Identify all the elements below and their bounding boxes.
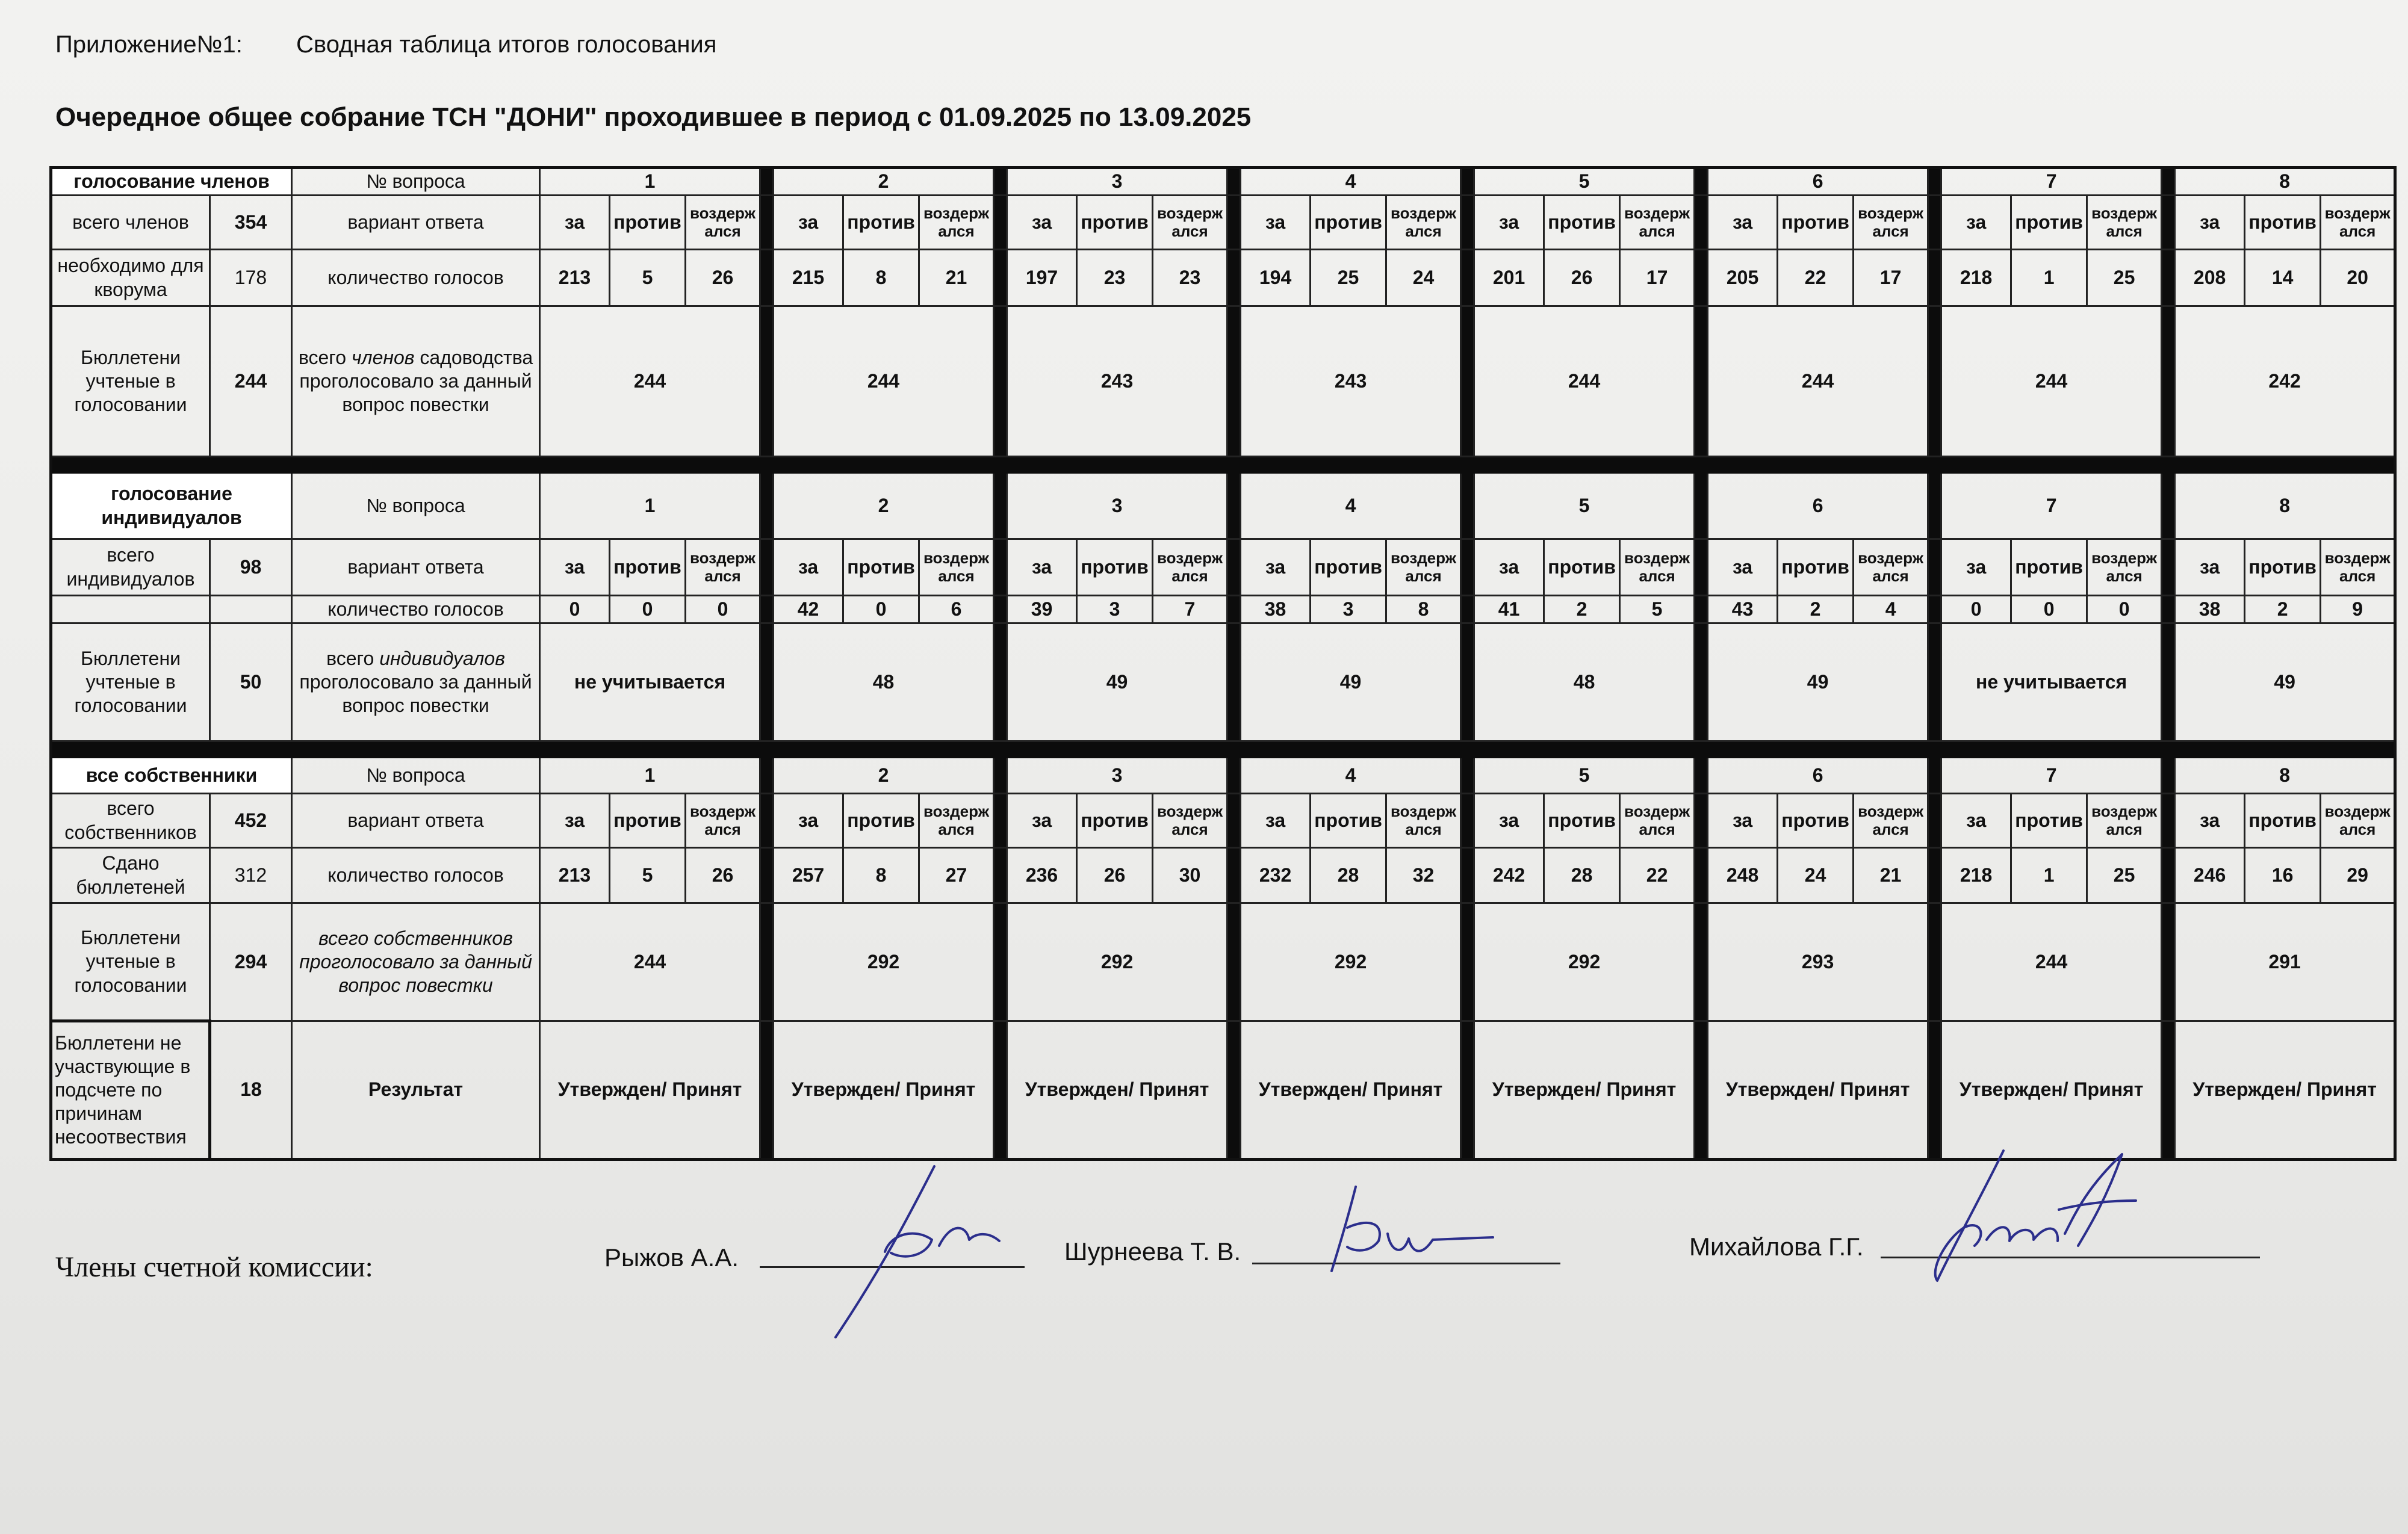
option-vozderzhalsya: воздерж ался [1854, 539, 1928, 596]
option-za: за [1007, 539, 1077, 596]
vote-value-q4: 232 [1241, 848, 1311, 903]
ballots-label-owners: Бюллетени учтеные в голосовании [51, 903, 210, 1021]
result-q2: Утвержден/ Принят [774, 1021, 994, 1160]
vote-value-q6: 21 [1854, 848, 1928, 903]
option-protiv: против [1778, 794, 1854, 848]
vote-value-q5: 2 [1544, 596, 1620, 623]
vote-value-q7: 0 [2087, 596, 2162, 623]
option-za: за [1941, 539, 2011, 596]
voted-label-owners: всего собственников проголосовало за данный вопрос повестки [299, 927, 532, 997]
option-vozderzhalsya: воздерж ался [919, 794, 994, 848]
vote-value-q5: 17 [1620, 250, 1695, 306]
option-za: за [774, 196, 843, 250]
vote-value-q2: 8 [843, 848, 919, 903]
option-protiv: против [1311, 794, 1386, 848]
ballots-count-individuals: 50 [210, 623, 292, 741]
question-number-5: 5 [1474, 473, 1695, 539]
option-protiv: против [610, 539, 686, 596]
commission-label: Члены счетной комиссии: [55, 1251, 373, 1283]
vote-value-q3: 39 [1007, 596, 1077, 623]
vote-value-q2: 21 [919, 250, 994, 306]
option-vozderzhalsya: воздерж ался [2087, 794, 2162, 848]
vote-value-q3: 30 [1153, 848, 1227, 903]
vote-value-q5: 242 [1474, 848, 1544, 903]
question-number-7: 7 [1941, 473, 2162, 539]
question-label: № вопроса [292, 168, 540, 196]
voted-total-q6: 244 [1708, 306, 1928, 457]
option-vozderzhalsya: воздерж ался [686, 794, 760, 848]
ballots-count-members: 244 [210, 306, 292, 457]
total-count-members: 354 [210, 196, 292, 250]
document-title: Очередное общее собрание ТСН "ДОНИ" проходившее в период с 01.09.2025 по 13.09.2025 [55, 102, 1252, 132]
vote-value-q8: 16 [2245, 848, 2321, 903]
result-q5: Утвержден/ Принят [1474, 1021, 1695, 1160]
option-za: за [1941, 794, 2011, 848]
option-za: за [1941, 196, 2011, 250]
option-vozderzhalsya: воздерж ался [1386, 794, 1461, 848]
option-vozderzhalsya: воздерж ался [1620, 794, 1695, 848]
question-label: № вопроса [292, 473, 540, 539]
option-protiv: против [2011, 196, 2087, 250]
vote-value-q5: 5 [1620, 596, 1695, 623]
vote-value-q2: 42 [774, 596, 843, 623]
option-vozderzhalsya: воздерж ался [1854, 196, 1928, 250]
option-za: за [774, 794, 843, 848]
option-protiv: против [1544, 196, 1620, 250]
vote-value-q6: 17 [1854, 250, 1928, 306]
vote-value-q6: 4 [1854, 596, 1928, 623]
question-number-5: 5 [1474, 758, 1695, 794]
voted-total-q2: 292 [774, 903, 994, 1021]
total-label-individuals: всего индивидуалов [51, 539, 210, 596]
vote-value-q1: 0 [686, 596, 760, 623]
question-number-4: 4 [1241, 758, 1461, 794]
option-za: за [540, 539, 610, 596]
vote-value-q8: 208 [2175, 250, 2245, 306]
appendix-label: Приложение№1: [55, 31, 243, 58]
vote-value-q3: 3 [1077, 596, 1153, 623]
question-number-2: 2 [774, 473, 994, 539]
option-vozderzhalsya: воздерж ался [919, 196, 994, 250]
option-za: за [1708, 794, 1778, 848]
vote-value-q8: 2 [2245, 596, 2321, 623]
option-vozderzhalsya: воздерж ался [1386, 539, 1461, 596]
question-number-3: 3 [1007, 168, 1227, 196]
vote-value-q1: 0 [540, 596, 610, 623]
vote-value-q6: 22 [1778, 250, 1854, 306]
voted-label-post: проголосовало за данный вопрос повестки [299, 670, 532, 717]
signer-name-ryzhov: Рыжов А.А. [604, 1243, 739, 1272]
vote-value-q7: 1 [2011, 848, 2087, 903]
option-vozderzhalsya: воздерж ался [1854, 794, 1928, 848]
option-vozderzhalsya: воздерж ался [686, 539, 760, 596]
vote-value-q7: 218 [1941, 848, 2011, 903]
option-vozderzhalsya: воздерж ался [1153, 196, 1227, 250]
votes-count-label: количество голосов [292, 250, 540, 306]
vote-value-q7: 25 [2087, 848, 2162, 903]
option-protiv: против [2011, 539, 2087, 596]
vote-value-q6: 205 [1708, 250, 1778, 306]
result-label: Результат [292, 1021, 540, 1160]
vote-value-q8: 20 [2321, 250, 2395, 306]
total-count-owners: 452 [210, 794, 292, 848]
voted-total-q8: 49 [2175, 623, 2395, 741]
result-q3: Утвержден/ Принят [1007, 1021, 1227, 1160]
option-protiv: против [843, 196, 919, 250]
voted-label-em: индивидуалов [379, 647, 505, 669]
vote-value-q4: 3 [1311, 596, 1386, 623]
question-number-8: 8 [2175, 758, 2395, 794]
vote-value-q8: 9 [2321, 596, 2395, 623]
vote-value-q3: 26 [1077, 848, 1153, 903]
option-protiv: против [1778, 539, 1854, 596]
vote-value-q6: 24 [1778, 848, 1854, 903]
vote-value-q5: 28 [1544, 848, 1620, 903]
vote-value-q4: 24 [1386, 250, 1461, 306]
signature-ryzhov [836, 1166, 999, 1337]
result-q6: Утвержден/ Принят [1708, 1021, 1928, 1160]
row-count-members: 178 [210, 250, 292, 306]
voted-total-q4: 49 [1241, 623, 1461, 741]
vote-value-q6: 43 [1708, 596, 1778, 623]
option-za: за [1474, 196, 1544, 250]
vote-value-q1: 213 [540, 848, 610, 903]
vote-value-q1: 26 [686, 250, 760, 306]
vote-value-q2: 0 [843, 596, 919, 623]
voted-total-q5: 292 [1474, 903, 1695, 1021]
option-vozderzhalsya: воздерж ался [1153, 794, 1227, 848]
option-vozderzhalsya: воздерж ался [686, 196, 760, 250]
voted-total-q2: 48 [774, 623, 994, 741]
option-za: за [2175, 794, 2245, 848]
vote-value-q4: 38 [1241, 596, 1311, 623]
option-za: за [1474, 794, 1544, 848]
signature-mikhaylova [1935, 1151, 2136, 1281]
vote-value-q1: 0 [610, 596, 686, 623]
voted-total-q7: 244 [1941, 903, 2162, 1021]
voted-total-q8: 291 [2175, 903, 2395, 1021]
vote-value-q7: 0 [2011, 596, 2087, 623]
voted-total-q6: 49 [1708, 623, 1928, 741]
voted-total-q1: 244 [540, 903, 760, 1021]
signer-name-shurneeva: Шурнеева Т. В. [1064, 1237, 1241, 1266]
vote-value-q6: 248 [1708, 848, 1778, 903]
vote-value-q3: 236 [1007, 848, 1077, 903]
voted-total-q7: 244 [1941, 306, 2162, 457]
vote-value-q4: 25 [1311, 250, 1386, 306]
total-label-owners: всего собственников [51, 794, 210, 848]
question-number-4: 4 [1241, 168, 1461, 196]
option-vozderzhalsya: воздерж ался [2321, 196, 2395, 250]
voted-total-q3: 243 [1007, 306, 1227, 457]
question-number-6: 6 [1708, 473, 1928, 539]
vote-value-q4: 32 [1386, 848, 1461, 903]
voted-total-q4: 243 [1241, 306, 1461, 457]
voted-total-q5: 244 [1474, 306, 1695, 457]
vote-value-q3: 7 [1153, 596, 1227, 623]
option-za: за [2175, 196, 2245, 250]
option-vozderzhalsya: воздерж ался [1153, 539, 1227, 596]
vote-value-q2: 257 [774, 848, 843, 903]
option-vozderzhalsya: воздерж ался [919, 539, 994, 596]
option-za: за [2175, 539, 2245, 596]
option-protiv: против [2245, 794, 2321, 848]
option-za: за [1007, 794, 1077, 848]
option-protiv: против [1077, 196, 1153, 250]
option-za: за [1708, 539, 1778, 596]
option-vozderzhalsya: воздерж ался [2087, 196, 2162, 250]
voted-label-post: садоводства проголосовало за данный вопрос повестки [299, 346, 533, 416]
votes-count-label: количество голосов [292, 848, 540, 903]
option-za: за [540, 196, 610, 250]
answer-variant-label: вариант ответа [292, 794, 540, 848]
question-number-6: 6 [1708, 168, 1928, 196]
ballots-count-owners: 294 [210, 903, 292, 1021]
voted-total-q3: 49 [1007, 623, 1227, 741]
vote-value-q8: 14 [2245, 250, 2321, 306]
option-za: за [1708, 196, 1778, 250]
section-title-individuals: голосование индивидуалов [51, 473, 292, 539]
option-protiv: против [1778, 196, 1854, 250]
question-number-8: 8 [2175, 168, 2395, 196]
total-count-individuals: 98 [210, 539, 292, 596]
section-title-owners: все собственники [51, 758, 292, 794]
vote-value-q8: 29 [2321, 848, 2395, 903]
vote-value-q6: 2 [1778, 596, 1854, 623]
option-protiv: против [1544, 794, 1620, 848]
vote-value-q3: 23 [1077, 250, 1153, 306]
option-za: за [1241, 794, 1311, 848]
excluded-ballots-count: 18 [210, 1021, 292, 1160]
row-label-owners: Сдано бюллетеней [51, 848, 210, 903]
option-za: за [1241, 539, 1311, 596]
vote-value-q4: 8 [1386, 596, 1461, 623]
vote-value-q8: 38 [2175, 596, 2245, 623]
vote-value-q2: 8 [843, 250, 919, 306]
vote-value-q2: 27 [919, 848, 994, 903]
question-number-1: 1 [540, 168, 760, 196]
signature-shurneeva [1332, 1187, 1493, 1271]
option-za: за [1007, 196, 1077, 250]
option-protiv: против [2011, 794, 2087, 848]
vote-value-q7: 25 [2087, 250, 2162, 306]
answer-variant-label: вариант ответа [292, 196, 540, 250]
row-count-owners: 312 [210, 848, 292, 903]
vote-value-q4: 194 [1241, 250, 1311, 306]
row-label-members: необходимо для кворума [51, 250, 210, 306]
vote-value-q7: 1 [2011, 250, 2087, 306]
question-number-2: 2 [774, 758, 994, 794]
option-protiv: против [1077, 539, 1153, 596]
votes-count-label: количество голосов [292, 596, 540, 623]
vote-value-q1: 5 [610, 250, 686, 306]
voted-label-pre: всего [298, 346, 352, 368]
ballots-label-individuals: Бюллетени учтеные в голосовании [51, 623, 210, 741]
result-q4: Утвержден/ Принят [1241, 1021, 1461, 1160]
vote-value-q5: 201 [1474, 250, 1544, 306]
question-number-6: 6 [1708, 758, 1928, 794]
section-title-members: голосование членов [51, 168, 292, 196]
voted-label-pre: всего [326, 647, 380, 669]
vote-value-q7: 218 [1941, 250, 2011, 306]
vote-value-q7: 0 [1941, 596, 2011, 623]
option-protiv: против [843, 794, 919, 848]
voted-total-q5: 48 [1474, 623, 1695, 741]
option-vozderzhalsya: воздерж ался [2321, 794, 2395, 848]
document-subtitle: Сводная таблица итогов голосования [296, 31, 717, 58]
option-protiv: против [1311, 539, 1386, 596]
vote-value-q2: 6 [919, 596, 994, 623]
option-protiv: против [1077, 794, 1153, 848]
signer-name-mikhaylova: Михайлова Г.Г. [1689, 1232, 1864, 1261]
question-number-7: 7 [1941, 168, 2162, 196]
question-label: № вопроса [292, 758, 540, 794]
option-vozderzhalsya: воздерж ался [1620, 196, 1695, 250]
option-vozderzhalsya: воздерж ался [1386, 196, 1461, 250]
option-vozderzhalsya: воздерж ался [2087, 539, 2162, 596]
excluded-ballots-label: Бюллетени не участвующие в подсчете по причинам несоотвествия [51, 1021, 210, 1160]
option-za: за [774, 539, 843, 596]
vote-value-q1: 5 [610, 848, 686, 903]
voted-total-q1: не учитывается [540, 623, 760, 741]
vote-value-q3: 197 [1007, 250, 1077, 306]
vote-value-q4: 28 [1311, 848, 1386, 903]
option-za: за [1474, 539, 1544, 596]
option-vozderzhalsya: воздерж ался [1620, 539, 1695, 596]
voted-total-q3: 292 [1007, 903, 1227, 1021]
question-number-7: 7 [1941, 758, 2162, 794]
vote-value-q5: 26 [1544, 250, 1620, 306]
option-protiv: против [843, 539, 919, 596]
answer-variant-label: вариант ответа [292, 539, 540, 596]
option-protiv: против [610, 196, 686, 250]
voted-total-q8: 242 [2175, 306, 2395, 457]
vote-value-q2: 215 [774, 250, 843, 306]
voted-total-q4: 292 [1241, 903, 1461, 1021]
question-number-2: 2 [774, 168, 994, 196]
result-q7: Утвержден/ Принят [1941, 1021, 2162, 1160]
voted-total-q2: 244 [774, 306, 994, 457]
result-q8: Утвержден/ Принят [2175, 1021, 2395, 1160]
voted-total-q1: 244 [540, 306, 760, 457]
vote-value-q1: 213 [540, 250, 610, 306]
option-protiv: против [1544, 539, 1620, 596]
question-number-1: 1 [540, 758, 760, 794]
vote-value-q5: 22 [1620, 848, 1695, 903]
vote-value-q1: 26 [686, 848, 760, 903]
option-za: за [540, 794, 610, 848]
total-label-members: всего членов [51, 196, 210, 250]
question-number-3: 3 [1007, 758, 1227, 794]
option-protiv: против [2245, 196, 2321, 250]
option-protiv: против [610, 794, 686, 848]
question-number-1: 1 [540, 473, 760, 539]
question-number-3: 3 [1007, 473, 1227, 539]
vote-value-q5: 41 [1474, 596, 1544, 623]
option-za: за [1241, 196, 1311, 250]
option-protiv: против [1311, 196, 1386, 250]
option-vozderzhalsya: воздерж ался [2321, 539, 2395, 596]
result-q1: Утвержден/ Принят [540, 1021, 760, 1160]
option-protiv: против [2245, 539, 2321, 596]
voted-total-q6: 293 [1708, 903, 1928, 1021]
vote-value-q3: 23 [1153, 250, 1227, 306]
question-number-5: 5 [1474, 168, 1695, 196]
ballots-label-members: Бюллетени учтеные в голосовании [51, 306, 210, 457]
vote-value-q8: 246 [2175, 848, 2245, 903]
voted-label-em: членов [351, 346, 415, 368]
question-number-4: 4 [1241, 473, 1461, 539]
voted-total-q7: не учитывается [1941, 623, 2162, 741]
question-number-8: 8 [2175, 473, 2395, 539]
